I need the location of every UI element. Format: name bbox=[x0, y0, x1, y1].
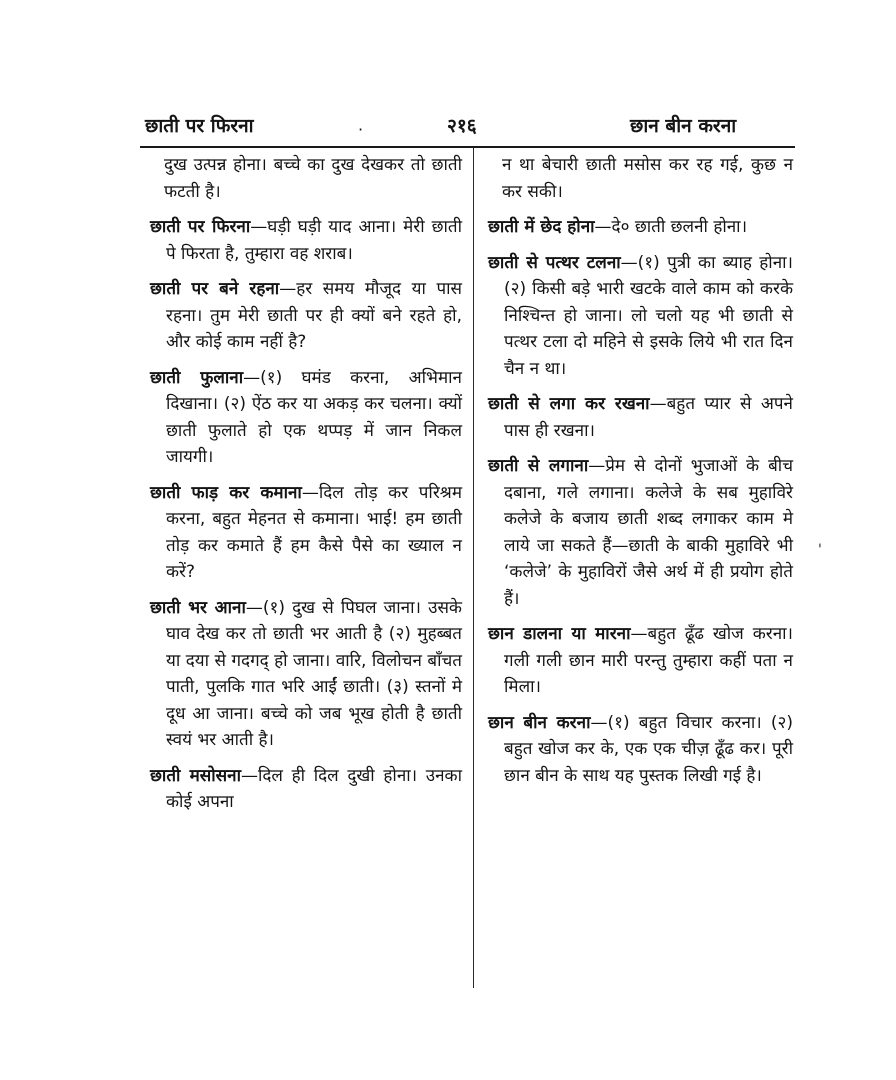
entry-definition: —बहुत प्यार से अपने पास ही रखना। bbox=[504, 394, 793, 441]
entry-headword: छाती भर आना bbox=[150, 597, 246, 618]
dictionary-entry bbox=[488, 214, 793, 241]
entry-definition: —हर समय मौजूद या पास रहना। तुम मेरी छाती पर ही क्यों बने रहते हो, और कोई काम नहीं है? bbox=[166, 279, 462, 352]
entry-definition: —(१) बहुत विचार करना। (२) बहुत खोज कर के, एक एक चीज़ ढूँढ कर। पूरी छान बीन के साथ यह पुस्तक लिखी गई है। bbox=[504, 712, 794, 786]
entry-definition: —(१) दुख से पिघल जाना। उसके घाव देख कर तो छाती भर आती है (२) मुहब्बत या दया से गदगद् हो जाना। वारि, विलोचन बाँचत पाती, पुलकि गात भरि आईं छाती। (३) स्तनों मे दूध आ जाना। बच्चे को जब भूख होती है छाती स्वयं भर आती है। bbox=[166, 597, 462, 750]
column-divider bbox=[473, 148, 474, 988]
scan-speck: ' bbox=[818, 542, 822, 558]
dictionary-entry bbox=[150, 763, 462, 816]
header-dot: · bbox=[358, 120, 364, 139]
running-head-right: छान बीन करना bbox=[630, 115, 737, 137]
entry-headword: छाती में छेद होना bbox=[488, 217, 595, 237]
entry-headword: छाती से लगाना bbox=[488, 456, 589, 476]
dictionary-entry bbox=[150, 480, 462, 586]
entry-definition: —प्रेम से दोनों भुजाओं के बीच दबाना, गले लगाना। कलेजे के सब मुहाविरे कलेजे के बजाय छाती शब्द लगाकर काम मे लाये जा सकते हैं—छाती के बाकी मुहाविरे भी ‘कलेजे’ के मुहाविरों जैसे अर्थ में ही प्रयोग होते हैं। bbox=[504, 456, 793, 609]
entry-definition: —बहुत ढूँढ खोज करना। गली गली छान मारी परन्तु तुम्हारा कहीं पता न मिला। bbox=[504, 624, 793, 697]
entry-headword: छाती मसोसना bbox=[150, 765, 241, 786]
entry-headword: छान बीन करना bbox=[488, 712, 591, 733]
entry-definition: —दिल ही दिल दुखी होना। उनका कोई अपना bbox=[166, 765, 462, 812]
entry-headword: छाती पर बने रहना bbox=[150, 279, 280, 299]
entry-definition: न था बेचारी छाती मसोस कर रह गई, कुछ न कर सकी। bbox=[502, 155, 793, 202]
entry-headword: छाती से पत्थर टलना bbox=[488, 252, 621, 273]
entry-headword: छान डालना या मारना bbox=[488, 624, 631, 644]
entry-definition: —दिल तोड़ कर परिश्रम करना, बहुत मेहनत से कमाना। भाई! हम छाती तोड़ कर कमाते हैं हम कैसे पैसे का ख्याल न करें? bbox=[166, 482, 462, 582]
header-rule bbox=[140, 146, 795, 148]
dictionary-entry bbox=[488, 152, 793, 205]
dictionary-entry bbox=[150, 152, 462, 205]
dictionary-entry bbox=[488, 391, 793, 444]
entry-definition: दुख उत्पन्न होना। बच्चे का दुख देखकर तो छाती फटती है। bbox=[164, 155, 462, 202]
entry-definition: —(१) घमंड करना, अभिमान दिखाना। (२) ऐंठ कर या अकड़ कर चलना। क्यों छाती फुलाते हो एक थप्पड़ में जान निकल जायगी। bbox=[166, 367, 462, 467]
dictionary-entry bbox=[488, 621, 793, 701]
right-column bbox=[488, 152, 793, 798]
dictionary-entry bbox=[150, 276, 462, 356]
left-column bbox=[150, 152, 462, 825]
entry-headword: छाती से लगा कर रखना bbox=[488, 394, 650, 414]
entry-definition: —घड़ी घड़ी याद आना। मेरी छाती पे फिरता है, तुम्हारा वह शराब। bbox=[166, 217, 462, 264]
running-head-left: छाती पर फिरना bbox=[145, 115, 254, 137]
dictionary-entry bbox=[488, 453, 793, 612]
entry-definition: —(१) पुत्री का ब्याह होना। (२) किसी बड़े भारी खटके वाले काम को करके निश्चिन्त हो जाना। लो चलो यह भी छाती से पत्थर टला दो महिने से इसके लिये भी रात दिन चैन न था। bbox=[504, 252, 793, 379]
entry-headword: छाती फाड़ कर कमाना bbox=[150, 482, 302, 503]
dictionary-entry bbox=[488, 710, 793, 790]
dictionary-entry bbox=[150, 365, 462, 471]
entry-definition: —दे० छाती छलनी होना। bbox=[594, 217, 748, 237]
dictionary-entry bbox=[150, 214, 462, 267]
page-number: २१६ bbox=[447, 115, 477, 137]
entry-headword: छाती पर फिरना bbox=[150, 217, 251, 237]
dictionary-entry bbox=[488, 250, 793, 383]
entry-headword: छाती फुलाना bbox=[150, 367, 244, 388]
dictionary-entry bbox=[150, 595, 462, 754]
